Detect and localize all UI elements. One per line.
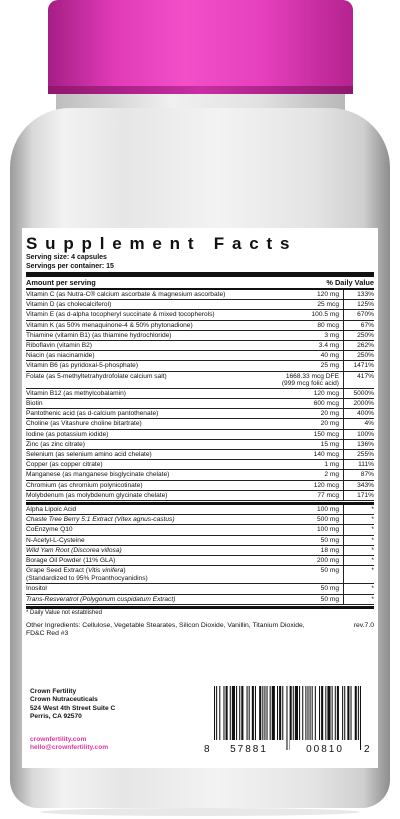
barcode-bar <box>270 686 271 740</box>
nutrient-row <box>26 419 374 429</box>
barcode-bar <box>302 686 303 740</box>
nutrient-amount: 150 mcg <box>273 430 344 439</box>
nutrient-amount: 50 mg <box>273 595 344 604</box>
nutrient-name: Copper (as copper citrate) <box>26 461 103 469</box>
nutrient-row <box>26 525 374 535</box>
nutrient-amount: 15 mg <box>273 440 344 449</box>
nutrient-dv: 100% <box>357 430 374 438</box>
barcode-bar <box>272 686 275 740</box>
email-link[interactable]: hello@crownfertility.com <box>30 744 109 752</box>
nutrient-amount: 25 mg <box>273 361 344 370</box>
barcode-bar <box>355 686 357 740</box>
nutrient-dv: 5000% <box>353 389 374 397</box>
barcode-bar <box>332 686 333 740</box>
nutrient-name: Molybdenum (as molybdenum glycinate chelate) <box>26 491 168 499</box>
barcode-bar <box>360 686 361 750</box>
barcode-group-right: 00810 <box>306 744 344 754</box>
nutrient-name: Riboflavin (vitamin B2) <box>26 342 92 350</box>
nutrient-dv: * <box>371 536 374 544</box>
nutrient-dv: 4% <box>364 420 374 428</box>
nutrient-dv: * <box>371 526 374 534</box>
other-ingredients-text: Other Ingredients: Cellulose, Vegetable Stearates, Silicon Dioxide, Vanillin, Titanium Dioxide, FD&C Red #3 <box>26 621 305 638</box>
minerals-list <box>26 389 374 501</box>
barcode-bar <box>262 686 263 740</box>
nutrient-dv: * <box>371 567 374 575</box>
barcode-bar <box>277 686 278 740</box>
bottle-shadow <box>40 808 360 816</box>
nutrient-name: Thiamine (vitamin B1) (as thiamine hydrochloride) <box>26 331 172 339</box>
barcode-bar <box>219 686 220 740</box>
nutrient-amount: 40 mg <box>273 351 344 360</box>
nutrient-row <box>26 470 374 480</box>
nutrient-amount: 3 mg <box>273 331 344 340</box>
folate-amount-note: (999 mcg folic acid) <box>281 380 339 388</box>
product-label <box>22 228 378 768</box>
nutrient-name: Iodine (as potassium iodide) <box>26 430 109 438</box>
nutrient-amount: 1 mg <box>273 460 344 469</box>
nutrient-dv: * <box>371 516 374 524</box>
barcode-bar <box>226 686 228 740</box>
footnote: * Daily Value not established <box>26 609 102 616</box>
nutrient-row <box>26 300 374 310</box>
nutrient-row <box>26 430 374 440</box>
nutrient-amount: 500 mg <box>273 515 344 524</box>
website-link[interactable]: crownfertility.com <box>30 736 87 743</box>
nutrient-dv: 133% <box>357 291 374 298</box>
nutrient-amount: 100.5 mg <box>273 310 344 319</box>
barcode-bar <box>279 686 281 740</box>
nutrient-amount <box>247 372 344 388</box>
nutrient-amount: 50 mg <box>273 536 344 545</box>
nutrient-name: Chaste Tree Berry 5:1 Extract (Vitex agnus-castus) <box>26 516 175 524</box>
nutrient-dv: 250% <box>357 352 374 360</box>
barcode-bar <box>310 686 311 740</box>
barcode-bar <box>319 686 320 740</box>
nutrient-dv: 111% <box>358 461 374 469</box>
nutrient-row <box>26 331 374 341</box>
barcode-bar <box>264 686 265 740</box>
nutrient-dv: 250% <box>357 331 374 339</box>
nutrient-name: Vitamin C (as Nutra-C® calcium ascorbate & magnesium ascorbate) <box>26 291 226 298</box>
nutrient-name: Biotin <box>26 400 43 408</box>
nutrient-name: N-Acetyl-L-Cysteine <box>26 536 85 544</box>
nutrient-dv: * <box>371 557 374 565</box>
nutrient-row <box>26 584 374 594</box>
nutrient-name: Folate (as 5-methyltetrahydrofolate calcium salt) <box>26 372 167 380</box>
nutrient-name: Vitamin B6 (as pyridoxal-5-phosphate) <box>26 362 139 370</box>
barcode-bar <box>342 686 343 740</box>
barcode-bar <box>232 686 235 740</box>
bottle-cap <box>48 0 353 92</box>
nutrient-row <box>26 389 374 399</box>
nutrient-dv: 2000% <box>353 400 374 408</box>
nutrient-row <box>26 481 374 491</box>
barcode-bar <box>344 686 345 740</box>
barcode-bar <box>282 686 283 740</box>
nutrient-amount: 100 mg <box>273 525 344 534</box>
barcode <box>202 686 372 754</box>
nutrient-row <box>26 595 374 605</box>
nutrient-amount: 120 mcg <box>273 481 344 490</box>
nutrient-name: Selenium (as selenium amino acid chelate) <box>26 451 152 459</box>
barcode-bar <box>335 686 336 740</box>
revision: rev.7.0 <box>353 621 374 629</box>
nutrient-name: Pantothenic acid (as d-calcium pantothenate) <box>26 410 159 418</box>
nutrient-amount: 25 mcg <box>273 300 344 309</box>
barcode-bar <box>293 686 294 740</box>
nutrient-dv: 343% <box>357 481 374 489</box>
nutrient-name: Vitamin E (as d-alpha tocopheryl succinate & mixed tocopherols) <box>26 311 215 319</box>
nutrient-dv: 171% <box>357 491 374 499</box>
nutrient-amount: 120 mg <box>273 290 344 299</box>
nutrient-amount: 140 mcg <box>273 450 344 459</box>
nutrient-name: Zinc (as zinc citrate) <box>26 440 85 448</box>
nutrient-row <box>26 399 374 409</box>
nutrient-row <box>26 536 374 546</box>
barcode-bar <box>230 686 231 740</box>
grape-name: Grape Seed Extract ( <box>26 567 88 575</box>
nutrient-row <box>26 556 374 566</box>
nutrient-row <box>26 310 374 320</box>
barcode-bar <box>267 686 268 740</box>
barcode-bar <box>315 686 316 740</box>
barcode-bar <box>252 686 254 740</box>
nutrient-name: Alpha Lipoic Acid <box>26 506 77 514</box>
nutrient-dv: * <box>371 546 374 554</box>
nutrient-name: Borage Oil Powder (11% GLA) <box>26 557 116 565</box>
barcode-bar <box>347 686 349 740</box>
servings-per-container: Servings per container: 15 <box>26 262 114 270</box>
nutrient-row <box>26 515 374 525</box>
barcode-bar <box>236 686 237 740</box>
nutrient-row <box>26 290 374 300</box>
serving-size: Serving size: 4 capsules <box>26 254 107 261</box>
barcode-bar <box>299 686 300 740</box>
nutrient-name: CoEnzyme Q10 <box>26 526 73 534</box>
amount-header: Amount per serving <box>26 278 96 287</box>
nutrient-row <box>26 440 374 450</box>
barcode-bar <box>239 686 240 740</box>
vitamins-list <box>26 290 374 372</box>
nutrient-dv: 400% <box>357 410 374 418</box>
company-street: 524 West 4th Street Suite C <box>30 704 116 712</box>
barcode-digit-last: 2 <box>364 744 370 754</box>
barcode-bar <box>223 686 224 740</box>
nutrient-row <box>26 361 374 371</box>
grape-seed-row <box>26 566 374 584</box>
nutrient-dv: * <box>371 595 374 603</box>
barcode-bar <box>307 686 308 740</box>
company-name: Crown Fertility <box>30 688 77 695</box>
nutrient-amount: 50 mg <box>273 566 344 583</box>
nutrient-amount: 3.4 mg <box>273 341 344 350</box>
nutrient-amount: 50 mg <box>273 584 344 593</box>
nutrient-dv: 87% <box>360 471 374 479</box>
nutrient-amount: 80 mcg <box>273 321 344 330</box>
nutrient-row <box>26 341 374 351</box>
nutrient-amount: 20 mg <box>273 419 344 428</box>
nutrient-amount: 77 mcg <box>273 491 344 500</box>
nutrient-dv: 255% <box>357 451 374 459</box>
nutrient-name: Wild Yam Root (Discorea villosa) <box>26 546 122 554</box>
barcode-bar <box>295 686 298 740</box>
nutrient-amount: 18 mg <box>273 546 344 555</box>
company-subname: Crown Nutraceuticals <box>30 696 98 704</box>
barcode-bar <box>325 686 326 740</box>
nutrient-name <box>26 566 273 583</box>
other-ingredients <box>26 622 374 639</box>
nutrient-name: Vitamin B12 (as methylcobalamin) <box>26 389 126 397</box>
nutrient-amount: 2 mg <box>273 470 344 479</box>
barcode-bar <box>241 686 243 740</box>
nutrient-row <box>26 546 374 556</box>
nutrient-amount: 20 mg <box>273 409 344 418</box>
nutrient-name: Inositol <box>26 585 47 593</box>
nutrient-name: Vitamin K (as 50% menaquinone-4 & 50% phytonadione) <box>26 321 193 329</box>
nutrient-amount: 120 mcg <box>273 389 344 398</box>
dv-header: % Daily Value <box>326 278 374 287</box>
barcode-bar <box>249 686 250 740</box>
grape-standardized: (Standardized to 95% Proanthocyanidins) <box>26 574 148 582</box>
company-address <box>30 688 115 721</box>
nutrient-dv: 1471% <box>353 362 374 370</box>
nutrient-dv: 136% <box>357 440 374 448</box>
nutrient-amount: 100 mg <box>273 505 344 514</box>
barcode-bar <box>327 686 330 740</box>
nutrient-name: Vitamin D (as cholecalciferol) <box>26 301 112 309</box>
nutrient-row <box>26 460 374 470</box>
nutrient-dv: 262% <box>357 342 374 350</box>
nutrient-dv: 417% <box>357 372 374 380</box>
barcode-digit-first: 8 <box>204 744 210 754</box>
nutrient-row <box>26 505 374 515</box>
nutrient-dv: 670% <box>357 311 374 319</box>
nutrient-amount: 200 mg <box>273 556 344 565</box>
other-nutrients-list <box>26 505 374 566</box>
barcode-bar <box>255 686 256 740</box>
nutrient-row <box>26 321 374 331</box>
cap-ridge <box>48 86 353 94</box>
nutrient-dv: * <box>371 506 374 514</box>
nutrient-row <box>26 409 374 419</box>
supplement-facts-title: Supplement Facts <box>26 234 298 253</box>
barcode-group-left: 57881 <box>230 744 268 754</box>
nutrient-name: Niacin (as niacinamide) <box>26 352 95 360</box>
nutrient-amount: 600 mcg <box>273 399 344 408</box>
nutrient-name: Manganese (as manganese bisglycinate chelate) <box>26 471 170 479</box>
nutrient-dv: * <box>371 585 374 593</box>
barcode-bar <box>351 686 352 740</box>
grape-latin: Vitis vinifera <box>87 567 124 575</box>
folate-row <box>26 372 374 389</box>
other-nutrients-list-2 <box>26 584 374 604</box>
barcode-bar <box>312 686 313 740</box>
nutrient-name: Trans-Resveratrol (Polygonum cuspidatum Extract) <box>26 595 176 603</box>
barcode-bar <box>286 686 287 750</box>
barcode-bar <box>337 686 339 740</box>
barcode-bar <box>247 686 248 740</box>
barcode-bar <box>305 686 306 740</box>
nutrient-dv: 125% <box>357 301 374 309</box>
nutrient-row <box>26 491 374 501</box>
nutrient-name: Chromium (as chromium polynicotinate) <box>26 481 143 489</box>
nutrient-name: Choline (as Vitashure choline bitartrate) <box>26 420 142 428</box>
company-city: Perris, CA 92570 <box>30 712 82 720</box>
grape-paren: ) <box>123 567 126 575</box>
nutrient-row <box>26 450 374 460</box>
company-contact <box>30 736 108 753</box>
nutrient-dv: 67% <box>360 321 374 329</box>
barcode-bar <box>321 686 323 740</box>
folate-amount: 1668.33 mcg DFE <box>285 372 339 380</box>
nutrient-row <box>26 351 374 361</box>
barcode-bar <box>259 686 261 740</box>
supplement-facts-panel <box>26 234 374 639</box>
facts-header <box>26 277 374 288</box>
